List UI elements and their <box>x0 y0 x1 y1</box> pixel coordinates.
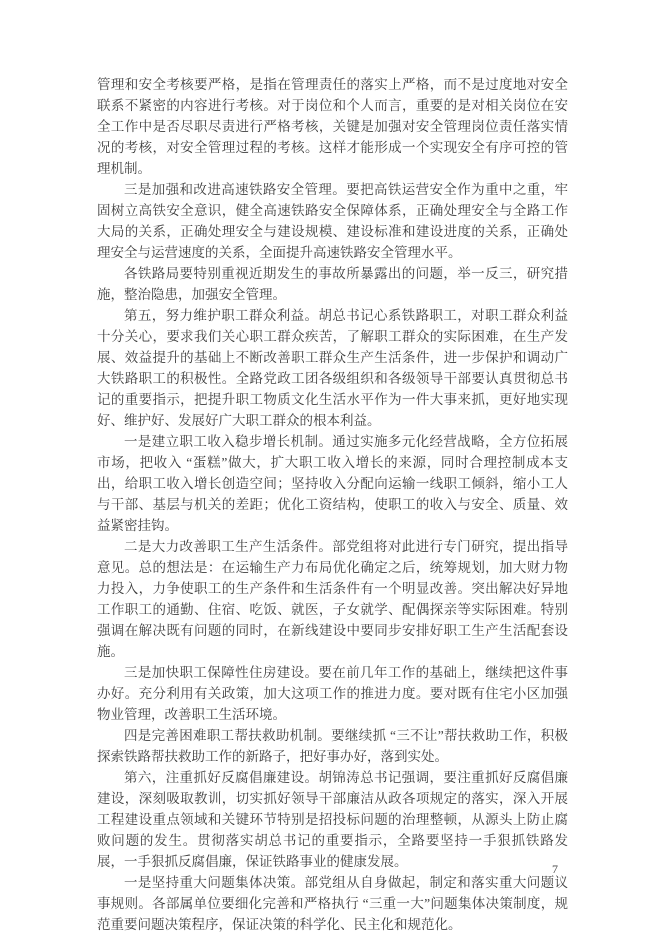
page-number: 7 <box>552 862 558 876</box>
paragraph-10: 一是坚持重大问题集体决策。部党组从自身做起，制定和落实重大问题议事规则。各部属单位要细化完善和严格执行 “三重一大”问题集体决策制度，规范重要问题决策程序，保证决策的科学化、民主化和规范化。 <box>97 875 568 932</box>
document-page <box>97 74 568 935</box>
paragraph-3: 各铁路局要特别重视近期发生的事故所暴露出的问题，举一反三，研究措施，整治隐患，加强安全管理。 <box>97 266 568 302</box>
paragraph-2: 三是加强和改进高速铁路安全管理。要把高铁运营安全作为重中之重，牢固树立高铁安全意识，健全高速铁路安全保障体系，正确处理安全与全路工作大局的关系，正确处理安全与建设规模、建设标准和建设进度的关系，正确处理安全与运营速度的关系，全面提升高速铁路安全管理水平。 <box>97 182 568 260</box>
paragraph-7: 三是加快职工保障性住房建设。要在前几年工作的基础上，继续把这件事办好。充分利用有关政策，加大这项工作的推进力度。要对既有住宅小区加强物业管理，改善职工生活环境。 <box>97 665 568 722</box>
paragraph-6: 二是大力改善职工生产生活条件。部党组将对此进行专门研究，提出指导意见。总的想法是：在运输生产力布局优化确定之后，统筹规划，加大财力物力投入，力争使职工的生产条件和生活条件有一个明显改善。突出解决好异地工作职工的通勤、住宿、吃饭、就医，子女就学、配偶探亲等实际困难。特别强调在解决既有问题的同时，在新线建设中要同步安排好职工生产生活配套设施。 <box>97 539 568 659</box>
paragraph-8: 四是完善困难职工帮扶救助机制。要继续抓 “三不让”帮扶救助工作，积极探索铁路帮扶救助工作的新路子，把好事办好，落到实处。 <box>97 728 568 764</box>
paragraph-5: 一是建立职工收入稳步增长机制。通过实施多元化经营战略，全方位拓展市场，把收入 “蛋糕”做大，扩大职工收入增长的来源，同时合理控制成本支出，给职工收入增长创造空间；坚持收入分配向运输一线职工倾斜，缩小工人与干部、基层与机关的差距；优化工资结构，使职工的收入与安全、质量、效益紧密挂钩。 <box>97 434 568 533</box>
paragraph-9: 第六，注重抓好反腐倡廉建设。胡锦涛总书记强调，要注重抓好反腐倡廉建设，深刻吸取教训，切实抓好领导干部廉洁从政各项规定的落实，深入开展工程建设重点领域和关键环节特别是招投标问题的治理整顿，从源头上防止腐败问题的发生。贯彻落实胡总书记的重要指示，全路要坚持一手狠抓铁路发展，一手狠抓反腐倡廉，保证铁路事业的健康发展。 <box>97 770 568 869</box>
paragraph-4: 第五，努力维护职工群众利益。胡总书记心系铁路职工，对职工群众利益十分关心，要求我们关心职工群众疾苦，了解职工群众的实际困难，在生产发展、效益提升的基础上不断改善职工群众生产生活条件，进一步保护和调动广大铁路职工的积极性。全路党政工团各级组织和各级领导干部要认真贯彻总书记的重要指示，把提升职工物质文化生活水平作为一件大事来抓，更好地实现好、维护好、发展好广大职工群众的根本利益。 <box>97 308 568 428</box>
paragraph-1-continuation: 管理和安全考核要严格，是指在管理责任的落实上严格，而不是过度地对安全联系不紧密的内容进行考核。对于岗位和个人而言，重要的是对相关岗位在安全工作中是否尽职尽责进行严格考核，关键是加强对安全管理岗位责任落实情况的考核，对安全管理过程的考核。这样才能形成一个实现安全有序可控的管理机制。 <box>97 77 568 176</box>
